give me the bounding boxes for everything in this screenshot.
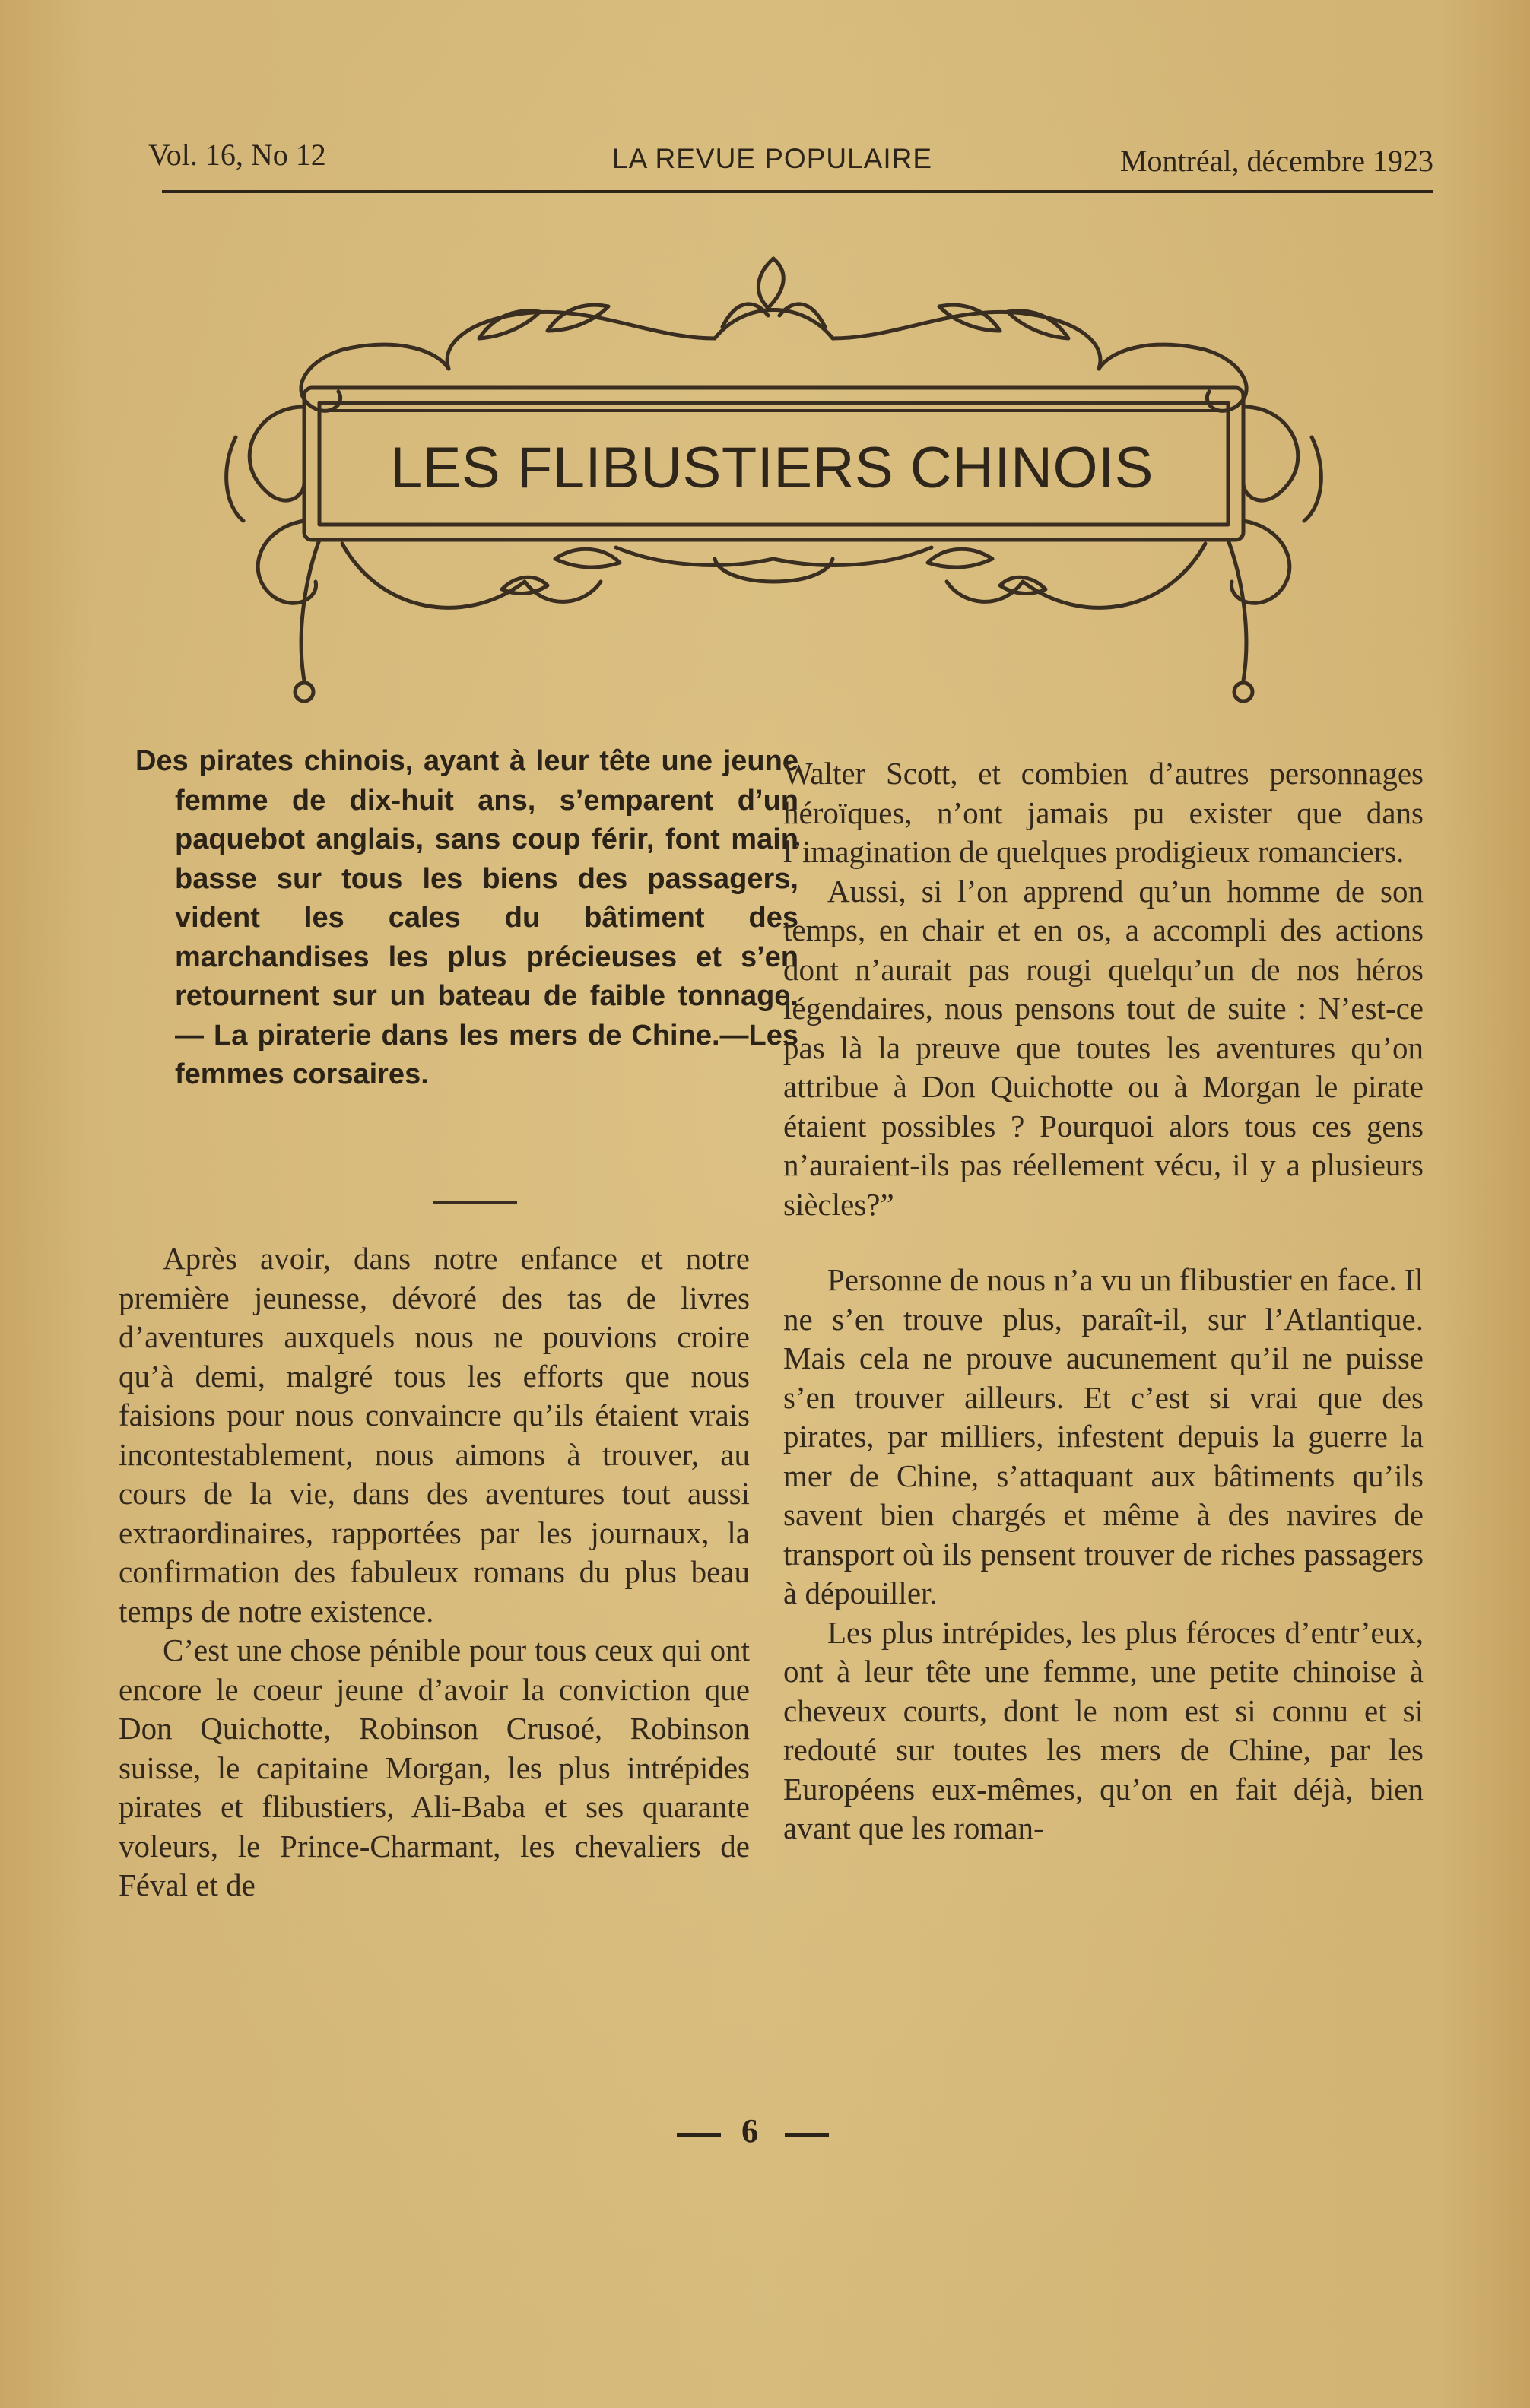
page-number-text: 6 (741, 2112, 758, 2149)
page-header (148, 137, 1433, 182)
dash-ornament (785, 2133, 829, 2137)
article-summary: Des pirates chinois, ayant à leur tête une jeune femme de dix-huit ans, s’emparent d’un paquebot anglais, sans coup férir, font main basse sur tous les biens des passagers, vident les cales du bâtiment des marchandises les plus précieuses et s’en retournent sur un bateau de faible tonnage.— La piraterie dans les mers de Chine.—Les femmes corsaires. (135, 745, 798, 1090)
paragraph: Les plus intrépides, les plus féroces d’entr’eux, ont à leur tête une femme, une petite chinoise à cheveux courts, dont le nom est si connu et si redouté sur toutes les mers de Chine, par les Européens eux-mêmes, qu’on en fait déjà, bien avant que les roman- (783, 1614, 1424, 1845)
paragraph: Walter Scott, et combien d’autres personnages héroïques, n’ont jamais pu exister que dans l’imagination de quelques prodigieux romanciers. (783, 756, 1424, 869)
right-column (783, 754, 1424, 1848)
publication-name: LA REVUE POPULAIRE (612, 143, 933, 174)
place-date: Montréal, décembre 1923 (1119, 144, 1433, 178)
paragraph: Personne de nous n’a vu un flibustier en face. Il ne s’en trouve plus, paraît-il, sur l’Atlantique. Mais cela ne prouve aucunement qu’il ne puisse s’en trouver ailleurs. Et c’est si vrai que des pirates, par milliers, infestent depuis la guerre la mer de Chine, s’attaquant aux bâtiments qu’ils savent bien chargés et même à des navires de transport où ils pensent trouver de riches passagers à dépouiller. (783, 1262, 1424, 1610)
header-rule (162, 190, 1433, 193)
volume-number: Vol. 16, No 12 (148, 138, 326, 172)
paragraph: Aussi, si l’on apprend qu’un homme de son temps, en chair et en os, a accompli des actions dont n’aurait pas rougi quelqu’un de nos héros légendaires, nous pensons tout de suite : N’est-ce pas là la preuve que toutes les aventures qu’on attribue à Don Quichotte ou à Morgan le pirate étaient possibles ? Pourquoi alors tous ces gens n’auraient-ils pas réellement vécu, il y a plusieurs siècles?” (783, 873, 1424, 1222)
dash-ornament (677, 2133, 721, 2137)
page-number (677, 2110, 829, 2156)
summary-divider (433, 1201, 517, 1204)
left-column (119, 1239, 750, 1905)
article-title: LES FLIBUSTIERS CHINOIS (390, 435, 1154, 500)
paragraph: C’est une chose pénible pour tous ceux qui ont encore le coeur jeune d’avoir la conviction que Don Quichotte, Robinson Crusoé, Robinson suisse, le capitaine Morgan, les plus intrépides pirates et flibustiers, Ali-Baba et ses quarante voleurs, le Prince-Charmant, les chevaliers de Féval et de (119, 1632, 750, 1902)
paragraph: Après avoir, dans notre enfance et notre première jeunesse, dévoré des tas de livres d’aventures auxquels nous ne pouvions croire qu’à demi, malgré tous les efforts que nous faisions pour nous convaincre qu’ils étaient vrais incontestablement, nous aimons à trouver, au cours de la vie, dans des aventures tout aussi extraordinaires, rapportées par les journaux, la confirmation des fabuleux romans du plus beau temps de notre existence. (119, 1241, 750, 1629)
